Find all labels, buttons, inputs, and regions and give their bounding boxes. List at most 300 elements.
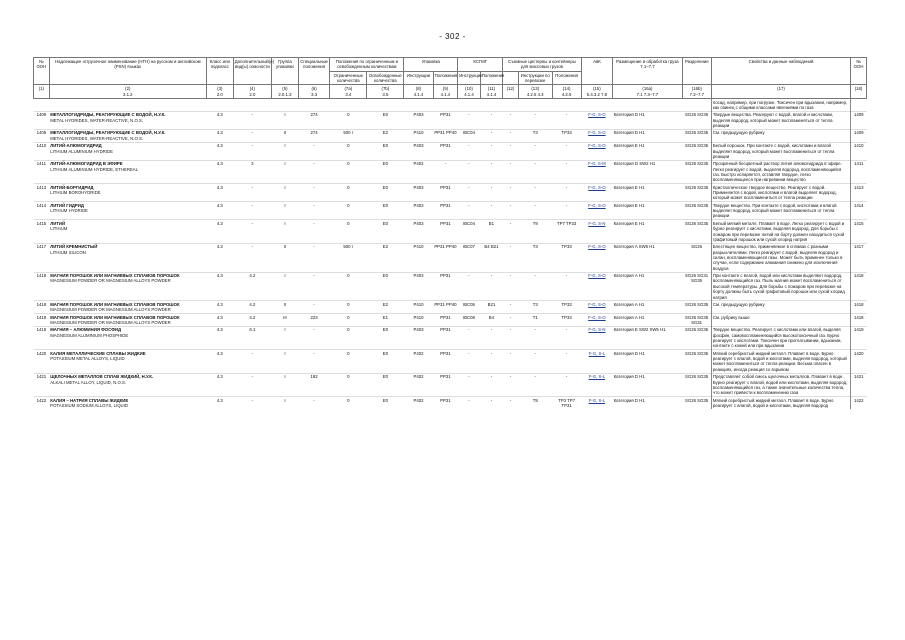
cell-pg: II — [271, 301, 298, 314]
cell-name — [49, 350, 206, 373]
col-ref-section: 4.1.4 — [440, 91, 451, 97]
cell-pp: PP31 — [433, 326, 458, 349]
col-ref — [233, 85, 271, 99]
cell-c12: - — [503, 129, 519, 142]
page-number: - 302 - — [439, 32, 466, 41]
group-header-packing: Упаковка — [404, 58, 458, 72]
cell-ems: F-G, S-L — [581, 350, 612, 373]
cell-tp: - — [552, 184, 581, 202]
cell-sub: - — [233, 243, 271, 272]
name-english: POTASSIUM SODIUM ALLOYS, LIQUID — [50, 402, 128, 408]
cell-tp: - — [552, 142, 581, 160]
cell-seg: SG26 SG35 — [682, 142, 711, 160]
cell-ems: F-G, S-O — [581, 202, 612, 220]
cell-tp: - — [552, 160, 581, 183]
col-ref — [518, 85, 552, 99]
cell-cls: 4.3 — [206, 397, 233, 409]
cell-un2: 1420 — [851, 350, 867, 373]
cell-pg: I — [271, 373, 298, 396]
col-ref-section: 4.2.5 4.3 — [526, 91, 544, 97]
cell-ems: F-G, S-L — [581, 373, 612, 396]
cell-sub: 4.2 — [233, 314, 271, 327]
cell-stow: Категория E SW2 SW5 H1 — [613, 326, 683, 349]
cell-eq: E0 — [367, 111, 404, 129]
cell-pi: P402 — [404, 350, 433, 373]
cell-ibci: - — [458, 397, 480, 409]
col-ref-section: 4.1.4 — [486, 91, 497, 97]
cell-ibcp: B21 — [480, 301, 502, 314]
cell-ibci: - — [458, 202, 480, 220]
cell-sp: - — [298, 220, 329, 243]
cell-ibci: - — [458, 184, 480, 202]
name-russian: ЛИТИЙ КРЕМНИСТЫЙ — [50, 244, 98, 250]
cell-ti: - — [518, 111, 552, 129]
cell-pg: II — [271, 129, 298, 142]
col-ref — [433, 85, 458, 99]
cell-ti: - — [518, 373, 552, 396]
col-ref-number: (9) — [442, 86, 449, 92]
cell-name — [49, 220, 206, 243]
cell-un2 — [851, 99, 867, 112]
table-row — [34, 129, 867, 142]
cell-pp: PP31 — [433, 202, 458, 220]
cell-pg: I — [271, 142, 298, 160]
cell-c12: - — [503, 142, 519, 160]
cell-ibcp: - — [480, 111, 502, 129]
cell-lq: 0 — [330, 160, 367, 183]
col-ref-section: 3.4 — [345, 91, 352, 97]
cell-seg: SG26 — [682, 243, 711, 272]
cell-pg: I — [271, 350, 298, 373]
col-ref-number: (16b) — [691, 86, 702, 92]
cell-seg: SG26 SG35 — [682, 397, 711, 409]
col-header-class: Класс или подкласс — [206, 58, 233, 85]
cell-c12: - — [503, 326, 519, 349]
cell-ibcp: - — [480, 350, 502, 373]
cell-ibcp: - — [480, 202, 502, 220]
col-header-pp: Положения — [433, 71, 458, 85]
cell-ti: - — [518, 160, 552, 183]
name-russian: МАГНИЯ ПОРОШОК ИЛИ МАГНИЕВЫХ СПЛАВОВ ПОРОШОК — [50, 301, 180, 307]
cell-lq: 0 — [330, 111, 367, 129]
col-ref-number: (12) — [506, 86, 515, 92]
cell-ibcp: - — [480, 160, 502, 183]
cell-eq: E1 — [367, 314, 404, 327]
cell-lq: 0 — [330, 220, 367, 243]
cell-eq: E0 — [367, 350, 404, 373]
cell-ems: F-G, S-O — [581, 314, 612, 327]
cell-pg: I — [271, 160, 298, 183]
cell-pp: PP31 — [433, 373, 458, 396]
cell-sp: - — [298, 142, 329, 160]
col-ref-section: 2.0 — [216, 91, 223, 97]
cell-pi: P402 — [404, 160, 433, 183]
cell-ems: F-G, S-O — [581, 243, 612, 272]
cell-un2: 1410 — [851, 142, 867, 160]
cell-pp: PP31 — [433, 314, 458, 327]
cell-pi: P410 — [404, 129, 433, 142]
cell-pg: III — [271, 314, 298, 327]
cell-stow: Категория A H1 — [613, 301, 683, 314]
cell-un2: 1418 — [851, 314, 867, 327]
cell-ti: - — [518, 202, 552, 220]
cell-ems: F-G, S-O — [581, 301, 612, 314]
cell-cls — [206, 99, 233, 112]
cell-props: См. рубрику выше — [711, 314, 850, 327]
cell-ti: - — [518, 326, 552, 349]
cell-tp: TP7 TP33 — [552, 220, 581, 243]
col-header-special-provisions: Специальные положения — [298, 58, 329, 85]
cell-un2: 1422 — [851, 397, 867, 409]
cell-seg — [682, 99, 711, 112]
cell-seg: SG26 SG35 SG31 — [682, 314, 711, 327]
cell-c12: - — [503, 301, 519, 314]
cell-un — [34, 99, 50, 112]
cell-sp — [298, 99, 329, 112]
cell-props: При контакте с влагой, водой или кислотами выделяют водород, воспламеняющийся газ. Пыль магния может воспламениться от высокой температуры. Для борьбы с пожаром при перевозке на борту должны быть сухой графитовый порошок или сухой хлорид натрия — [711, 272, 850, 301]
cell-ti: - — [518, 272, 552, 301]
cell-ti: - — [518, 142, 552, 160]
name-english: LITHIUM ALUMINIUM HYDRIDE — [50, 148, 113, 154]
cell-ibcp: - — [480, 373, 502, 396]
cell-props: Прозрачный бесцветный раствор лития алюмогидрида в эфире. Легко реагирует с водой, выделяя водород, воспламеняющийся газ. Быстро испаряется, оставляя твердое, легко воспламеняющееся при нагревании вещество — [711, 160, 850, 183]
col-header-pi: Инструкции — [404, 71, 433, 85]
col-ref — [503, 85, 519, 99]
cell-sub: - — [233, 397, 271, 409]
cell-eq: E2 — [367, 301, 404, 314]
col-ref-number: (1) — [38, 86, 44, 92]
cell-eq: E0 — [367, 160, 404, 183]
cell-cls: 4.3 — [206, 142, 233, 160]
name-russian: МЕТАЛЛОГИДРИДЫ, РЕАГИРУЮЩИЕ С ВОДОЙ, Н.У.К. — [50, 130, 166, 136]
col-ref-section: 5.4.3.2 7.8 — [586, 91, 608, 97]
cell-lq: 0 — [330, 397, 367, 409]
name-english: METAL HYDRIDES, WATER-REACTIVE, N.O.S. — [50, 135, 144, 141]
cell-props: Мягкий серебристый жидкий металл. Плавает в воде. Бурно реагирует с влагой, водой и кислотами, выделяя водород, который может воспламениться от тепла реакции. Весьма опасен в реакциях, иногда реакция со взрывом — [711, 350, 850, 373]
cell-un: 1418 — [34, 314, 50, 327]
col-ref — [367, 85, 404, 99]
col-ref — [34, 85, 50, 99]
cell-pp: PP31 — [433, 350, 458, 373]
cell-un: 1417 — [34, 243, 50, 272]
cell-props: Твердое вещество. При контакте с водой, кислотами и влагой выделяет водород, который может воспламениться от тепла реакции — [711, 202, 850, 220]
table-row — [34, 142, 867, 160]
cell-cls: 4.3 — [206, 272, 233, 301]
cell-sub: - — [233, 142, 271, 160]
table-row — [34, 160, 867, 183]
cell-sub: - — [233, 129, 271, 142]
cell-c12: - — [503, 111, 519, 129]
cell-cls: 4.3 — [206, 243, 233, 272]
cell-ibci: - — [458, 111, 480, 129]
cell-c12: - — [503, 350, 519, 373]
cell-un: 1420 — [34, 350, 50, 373]
col-header-ibc-prov: Положения — [480, 71, 502, 85]
cell-ibci: IBC08 — [458, 314, 480, 327]
cell-stow: Категория A SW5 H1 — [613, 243, 683, 272]
cell-lq: 0 — [330, 142, 367, 160]
cell-un: 1422 — [34, 397, 50, 409]
cell-name — [49, 99, 206, 112]
cell-tp: - — [552, 111, 581, 129]
cell-pi: P403 — [404, 184, 433, 202]
cell-sp: 274 — [298, 129, 329, 142]
cell-ems — [581, 99, 612, 112]
col-header-segregation: Разделение — [682, 58, 711, 85]
cell-pg: I — [271, 326, 298, 349]
cell-c12: - — [503, 202, 519, 220]
cell-lq — [330, 99, 367, 112]
cell-un2: 1409 — [851, 129, 867, 142]
col-ref-number: (15) — [593, 86, 601, 92]
cell-seg: SG26 SG35 — [682, 301, 711, 314]
col-header-name: Надлежащее отгрузочное наименование (НТН) на русском и английском (PSN) языках — [49, 58, 206, 85]
name-english: ALKALI METAL ALLOY, LIQUID, N.O.S. — [50, 379, 127, 385]
col-ref — [271, 85, 298, 99]
col-ref-number: (14) — [562, 86, 571, 92]
cell-tp: - — [552, 272, 581, 301]
cell-sp: - — [298, 184, 329, 202]
col-header-stowage: Размещение и обработка груза 7.1–7.7 — [613, 58, 683, 85]
cell-eq: E0 — [367, 220, 404, 243]
cell-ibci: - — [458, 272, 480, 301]
col-ref-number: (6) — [311, 86, 317, 92]
table-row — [34, 314, 867, 327]
table-row — [34, 220, 867, 243]
cell-stow: Категория E H1 — [613, 220, 683, 243]
cell-sub: - — [233, 184, 271, 202]
group-header-tanks: Съемные цистерны и контейнеры для массовых грузов — [503, 58, 582, 72]
cell-pp — [433, 99, 458, 112]
cell-props: Твердые вещества. Реагируют с водой, влагой и кислотами, выделяя водород, который может воспламеняться от тепла реакции — [711, 111, 850, 129]
cell-pg — [271, 99, 298, 112]
cell-lq: 0 — [330, 202, 367, 220]
table-row — [34, 397, 867, 409]
cell-sub: - — [233, 220, 271, 243]
name-english: LITHIUM HYDRIDE — [50, 208, 88, 214]
cell-name — [49, 160, 206, 183]
cell-cls: 4.3 — [206, 160, 233, 183]
cell-lq: 0 — [330, 314, 367, 327]
name-russian: ЛИТИЙ ГИДРИД — [50, 202, 84, 208]
col-ref-number: (8) — [415, 86, 422, 92]
cell-lq: 500 г — [330, 129, 367, 142]
cell-pp: PP31 — [433, 111, 458, 129]
col-header-lq: Ограниченные количества — [330, 71, 367, 85]
name-russian: ЩЕЛОЧНЫХ МЕТАЛЛОВ СПЛАВ ЖИДКИЙ, Н.У.К. — [50, 374, 154, 380]
table-row — [34, 202, 867, 220]
cell-sp: - — [298, 397, 329, 409]
cell-sub: - — [233, 373, 271, 396]
cell-ems: F-G, S-N — [581, 326, 612, 349]
cell-pi: P403 — [404, 202, 433, 220]
name-english: LITHIUM — [50, 226, 68, 232]
col-header-un-right: № ООН — [851, 58, 867, 85]
col-ref-section: 7.1 7.3–7.7 — [636, 91, 659, 97]
cell-name — [49, 129, 206, 142]
cell-sub: 4.2 — [233, 272, 271, 301]
cell-eq: E2 — [367, 129, 404, 142]
cell-c12: - — [503, 160, 519, 183]
cell-pp: PP31 — [433, 184, 458, 202]
cell-pi: P403 — [404, 220, 433, 243]
cell-eq: E0 — [367, 373, 404, 396]
cell-eq: E0 — [367, 272, 404, 301]
col-ref-section: 2.0 — [249, 91, 256, 97]
col-ref-number: (17) — [777, 86, 785, 92]
table-row — [34, 326, 867, 349]
cell-seg: SG26 SG35 — [682, 220, 711, 243]
cell-sub: - — [233, 202, 271, 220]
col-ref-section: 4.1.4 — [464, 91, 474, 97]
cell-pg: I — [271, 202, 298, 220]
table-row — [34, 184, 867, 202]
cell-un2: 1418 — [851, 272, 867, 301]
col-ref-number: (10) — [465, 86, 473, 92]
cell-seg: SG26 SG35 — [682, 350, 711, 373]
cell-ems: F-G, S-O — [581, 272, 612, 301]
cell-props: Белый мягкий металл. Плавает в воде. Легко реагирует с водой и бурно реагирует с кислотами, выделяя водород. Для борьбы с пожаром при перевозке литий на борту должен находиться сухой графитовый порошок или сухой хлорид натрия — [711, 220, 850, 243]
col-ref-number: (5) — [282, 86, 288, 92]
cell-pg: I — [271, 397, 298, 409]
cell-pp: PP31 — [433, 397, 458, 409]
col-ref — [480, 85, 502, 99]
cell-cls: 4.3 — [206, 373, 233, 396]
name-russian: МАГНИЯ – АЛЮМИНИЯ ФОСФИД — [50, 327, 122, 333]
cell-ems: F-G, S-L — [581, 397, 612, 409]
table-row — [34, 243, 867, 272]
cell-ti: T9 — [518, 220, 552, 243]
name-english: LITHIUM ALUMINIUM HYDRIDE, ETHEREAL — [50, 166, 139, 172]
cell-pi: P410 — [404, 301, 433, 314]
header-row-refs — [34, 85, 867, 99]
cell-sp: 274 — [298, 111, 329, 129]
cell-seg: SG26 SG35 — [682, 326, 711, 349]
cell-props: Твердое вещество. Реагирует с кислотами или влагой, выделяя фосфин, самовоспламеняющийся высокотоксичный газ. Бурно реагирует с кислотами. Токсичен при проглатывании, вдыхании, контакте с кожей или при вдыхании — [711, 326, 850, 349]
name-english: METAL HYDRIDES, WATER-REACTIVE, N.O.S. — [50, 117, 144, 123]
cell-sp: - — [298, 350, 329, 373]
table-row — [34, 301, 867, 314]
cell-props: Блестящее вещество, применяемое в сплавах с разными разрыхлителями. Легко реагирует с водой, выделяя водород и силан, воспламеняющиеся газы. Может быть применен только в случае, если содержание алюминия снижено для исключения воздуха — [711, 243, 850, 272]
cell-cls: 4.3 — [206, 301, 233, 314]
cell-stow: Категория A H1 — [613, 314, 683, 327]
cell-ems: F-G, S-N — [581, 220, 612, 243]
cell-eq: E0 — [367, 326, 404, 349]
col-ref — [613, 85, 683, 99]
cell-un: 1418 — [34, 301, 50, 314]
cell-tp: TP33 — [552, 301, 581, 314]
group-header-limited: Положения по ограниченным и освобожденным количествам — [330, 58, 404, 72]
cell-ems: F-G, S-O — [581, 111, 612, 129]
col-header-subsidiary: Дополнительный(е) вид(ы) опасности — [233, 58, 271, 85]
col-ref — [458, 85, 480, 99]
col-ref-section: 3.1.2 — [123, 91, 133, 97]
cell-pp: PP31 PP40 — [433, 243, 458, 272]
cell-name — [49, 301, 206, 314]
col-header-12 — [503, 71, 519, 85]
cell-lq: 500 г — [330, 243, 367, 272]
cell-ems: F-G, S-O — [581, 184, 612, 202]
cell-stow: Категория E H1 — [613, 202, 683, 220]
cell-name — [49, 184, 206, 202]
col-ref-number: (7b) — [381, 86, 390, 92]
cell-seg: SG26 SG35 — [682, 129, 711, 142]
cell-props: Представляет собой смесь щелочных металлов. Плавает в воде. Бурно реагирует с влагой, водой или кислотами, выделяя водород, воспламеняющийся газ, а также значительные количества тепла, что может привести к воспламенению газа — [711, 373, 850, 396]
header-row-labels — [34, 58, 867, 72]
col-ref-number: (18) — [854, 86, 863, 92]
cell-pi: P403 — [404, 326, 433, 349]
cell-name — [49, 272, 206, 301]
cell-pi: P403 — [404, 272, 433, 301]
cell-sp: 182 — [298, 373, 329, 396]
cell-sp: - — [298, 272, 329, 301]
cell-seg: SG26 SG35 — [682, 111, 711, 129]
cell-ems: F-G, S-O — [581, 129, 612, 142]
cell-stow: Категория E H1 — [613, 142, 683, 160]
cell-un: 1415 — [34, 220, 50, 243]
cell-seg: SG26 SG35 — [682, 160, 711, 183]
name-english: MAGNESIUM POWDER OR MAGNESIUM ALLOYS POWDER — [50, 319, 171, 325]
name-russian: ЛИТИЙ-АЛЮМОГИДРИД В ЭФИРЕ — [50, 161, 123, 167]
cell-ibci — [458, 99, 480, 112]
cell-c12 — [503, 99, 519, 112]
cell-ibcp: B1 — [480, 220, 502, 243]
cell-tp — [552, 99, 581, 112]
col-ref-section: 2.0.1.3 — [278, 91, 292, 97]
cell-sub: - — [233, 111, 271, 129]
cell-sub: 6.1 — [233, 326, 271, 349]
cell-c12: - — [503, 397, 519, 409]
cell-ibcp: B4 — [480, 314, 502, 327]
cell-pi: P403 — [404, 142, 433, 160]
cell-ibci: - — [458, 160, 480, 183]
name-russian: МАГНИЯ ПОРОШОК ИЛИ МАГНИЕВЫХ СПЛАВОВ ПОРОШОК — [50, 273, 180, 279]
cell-name — [49, 314, 206, 327]
cell-un2: 1413 — [851, 184, 867, 202]
cell-c12: - — [503, 184, 519, 202]
cell-seg: SG26 SG35 — [682, 373, 711, 396]
cell-props: См. предыдущую рубрику — [711, 301, 850, 314]
cell-ti: T3 — [518, 243, 552, 272]
col-ref-number: (3) — [217, 86, 223, 92]
cell-sp: - — [298, 301, 329, 314]
cell-sp: - — [298, 202, 329, 220]
group-header-ibc: КСГМГ — [458, 58, 503, 72]
cell-pp: PP31 — [433, 142, 458, 160]
cell-pg: II — [271, 243, 298, 272]
cell-stow: Категория D H1 — [613, 397, 683, 409]
cell-stow: Категория D H1 — [613, 350, 683, 373]
cell-ibci: IBC04 — [458, 129, 480, 142]
col-ref — [851, 85, 867, 99]
dangerous-goods-table — [33, 57, 867, 409]
cell-cls: 4.3 — [206, 129, 233, 142]
cell-un: 1418 — [34, 272, 50, 301]
col-ref-number: (13) — [531, 86, 540, 92]
cell-name — [49, 373, 206, 396]
cell-sp: - — [298, 160, 329, 183]
cell-pp: PP31 PP40 — [433, 129, 458, 142]
name-russian: КАЛИЯ МЕТАЛЛИЧЕСКИЕ СПЛАВЫ ЖИДКИЕ — [50, 350, 146, 356]
cell-stow — [613, 99, 683, 112]
cell-un: 1419 — [34, 326, 50, 349]
name-russian: ЛИТИЙ — [50, 220, 66, 226]
cell-un2: 1411 — [851, 160, 867, 183]
cell-pg: I — [271, 111, 298, 129]
cell-eq: E0 — [367, 397, 404, 409]
cell-lq: 0 — [330, 301, 367, 314]
cell-ibcp: - — [480, 184, 502, 202]
